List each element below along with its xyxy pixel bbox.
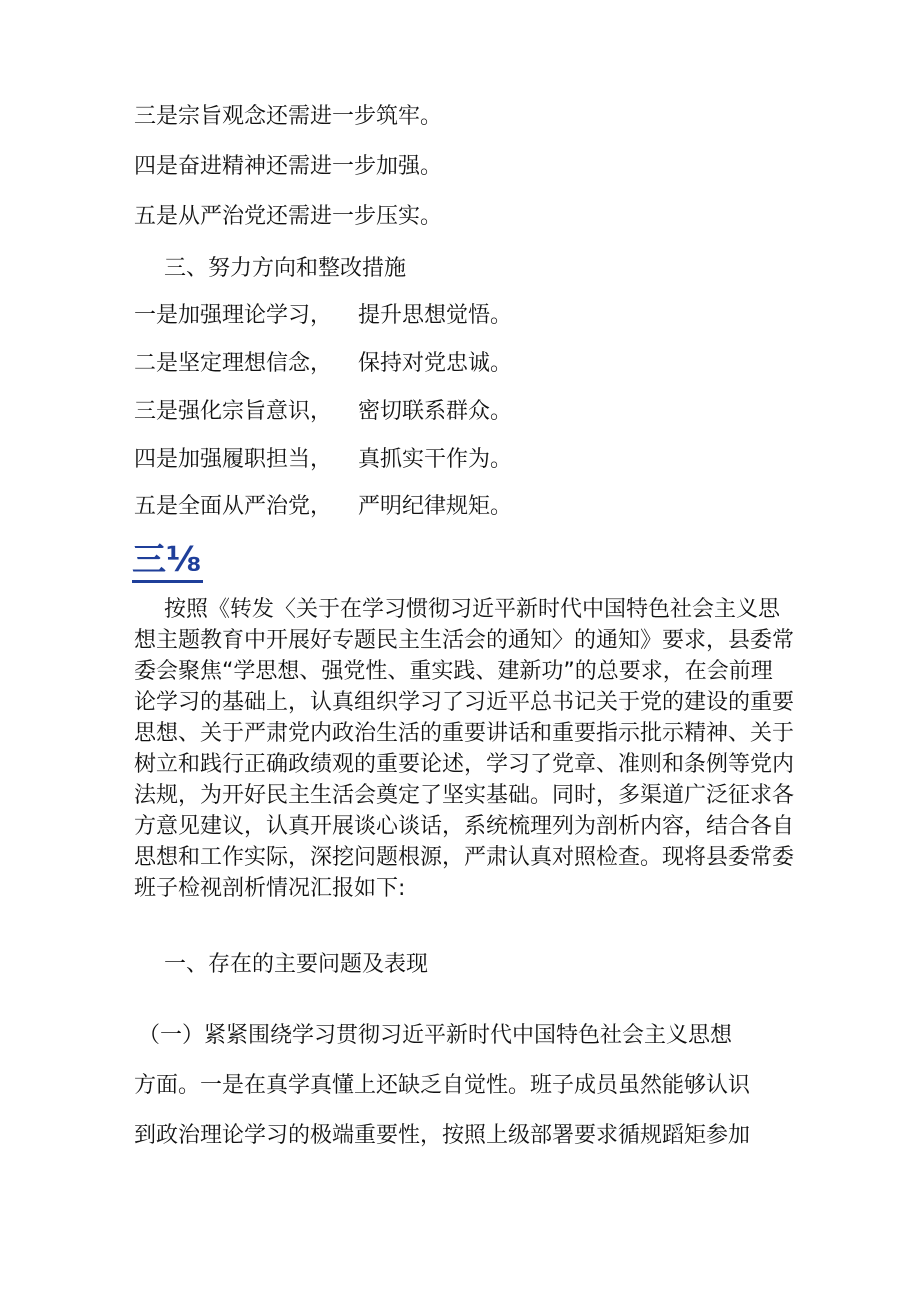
list-item: 五是从严治党还需进一步压实。 [134, 204, 443, 229]
intro-text: 按照《转发〈关于在学习惯彻习近平新时代中国特色社会主义思想主题教育中开展好专题民主生活会的通知〉的通知》要求，县委常委会聚焦“学思想、强党性、重实践、建新功”的总要求，在会前理论学习的基础上，认真组织学习了习近平总书记关于党的建设的重要思想、关于严肃党内政治生活的重要讲话和重要指示批示精神、关于树立和践行正确政绩观的重要论述，学习了党章、准则和条例等党内法规，为开好民主生活会奠定了坚实基础。同时，多渠道广泛征求各方意见建议，认真开展谈心谈话，系统梳理列为剖析内容，结合各自思想和工作实际，深挖问题根源，严肃认真对照检查。现将县委常委班子检视剖析情况汇报如下: [134, 597, 795, 901]
measure-label: 四是加强履职担当， [134, 447, 333, 472]
measure-item [134, 349, 512, 379]
measure-item [134, 397, 512, 427]
list-item: 三是宗旨观念还需进一步筑牢。 [134, 104, 443, 129]
measure-goal: 真抓实干作为。 [358, 447, 513, 472]
measure-label: 二是坚定理想信念， [134, 351, 333, 376]
measure-label: 一是加强理论学习， [134, 303, 333, 328]
page-mark: 三⅛ [132, 540, 203, 583]
section-heading: 一、存在的主要问题及表现 [164, 952, 429, 977]
measure-item [134, 301, 512, 331]
section-heading: 三、努力方向和整改措施 [164, 256, 407, 281]
list-item: 四是奋进精神还需进一步加强。 [134, 154, 443, 179]
measure-goal: 严明纪律规矩。 [358, 494, 513, 519]
measure-label: 五是全面从严治党， [134, 494, 333, 519]
measure-item [134, 445, 512, 475]
measure-item [134, 492, 512, 522]
measure-goal: 提升思想觉悟。 [358, 303, 513, 328]
paragraph-line: 到政治理论学习的极端重要性，按照上级部署要求循规蹈矩参加 [134, 1123, 751, 1148]
measure-label: 三是强化宗旨意识， [134, 399, 333, 424]
body-paragraph [134, 1011, 794, 1161]
measure-goal: 密切联系群众。 [358, 399, 513, 424]
paragraph-line: （一）紧紧围绕学习贯彻习近平新时代中国特色社会主义思想 [138, 1023, 733, 1048]
intro-paragraph [134, 594, 794, 904]
paragraph-line: 方面。一是在真学真懂上还缺乏自觉性。班子成员虽然能够认识 [134, 1073, 751, 1098]
measure-goal: 保持对党忠诚。 [358, 351, 513, 376]
